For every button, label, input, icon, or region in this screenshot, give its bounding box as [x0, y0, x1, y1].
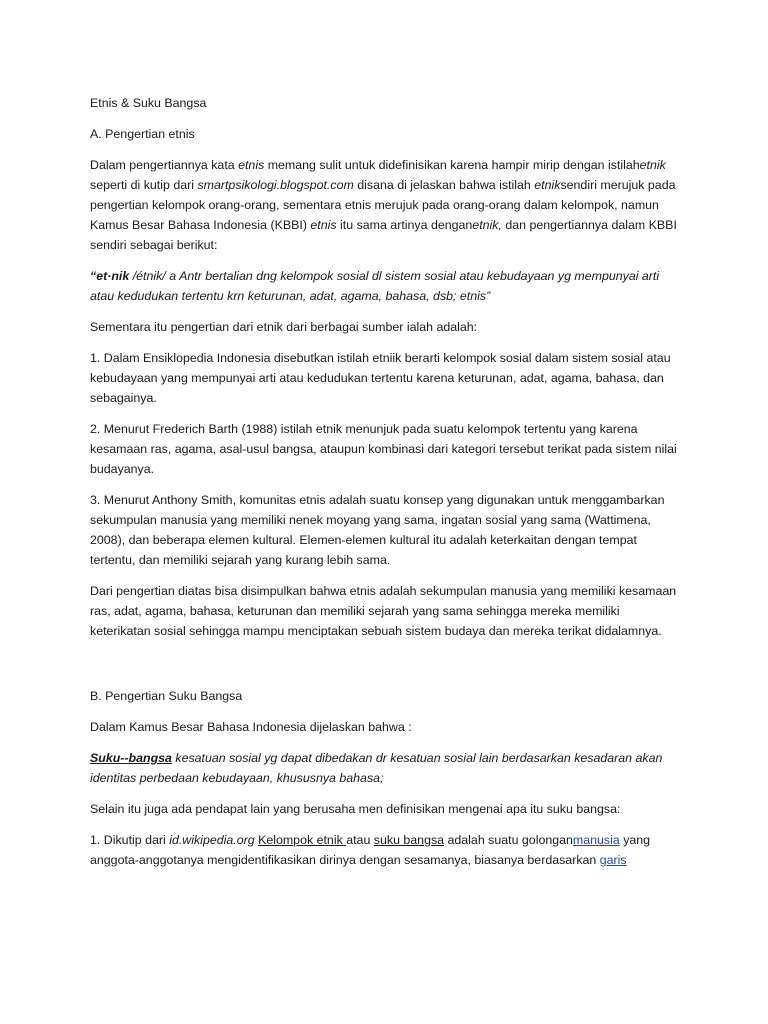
kbbi-suku-bangsa-quote	[90, 748, 680, 788]
italic-term: etnis	[238, 158, 265, 172]
text-run: Dalam pengertiannya kata	[90, 158, 239, 172]
quote-definition: kesatuan sosial yg dapat dibedakan dr kesatuan sosial lain berdasarkan kesadaran akan identitas perbedaan kebudayaan, khususnya bahasa;	[90, 751, 663, 785]
section-b-heading: B. Pengertian Suku Bangsa	[90, 689, 243, 703]
document-body	[90, 93, 680, 881]
paragraph-gap	[90, 652, 680, 686]
text-run: yang anggota-anggotanya mengidentifikasikan dirinya dengan sesamanya, biasanya berdasarkan	[90, 833, 651, 867]
quote-definition: /étnik/ a Antr bertalian dng kelompok sosial dl sistem sosial atau kebudayaan yg mempunyai arti atau kedudukan tertentu krn keturunan, adat, agama, bahasa, dsb; etnis”	[90, 269, 660, 303]
text-run: disana di jelaskan bahwa istilah	[353, 178, 535, 192]
section-a-intro	[90, 155, 680, 255]
section-a-conclusion: Dari pengertian diatas bisa disimpulkan bahwa etnis adalah sekumpulan manusia yang memiliki kesamaan ras, adat, agama, bahasa, keturunan dan memiliki sejarah yang sama sehingga mereka memiliki keterikatan sosial sehingga mampu menciptakan sebuah sistem budaya dan mereka terikat didalamnya.	[90, 584, 677, 638]
text-run: sendiri merujuk pada pengertian kelompok orang-orang, sementara etnis merujuk pada orang-orang dalam kelompok, namun Kamus Besar Bahasa Indonesia (KBBI)	[90, 178, 676, 232]
section-b-item-1	[90, 830, 680, 870]
quote-headword: Suku--bangsa	[90, 751, 172, 765]
section-a-heading: A. Pengertian etnis	[90, 127, 195, 141]
italic-term: etnis	[310, 218, 337, 232]
document-title: Etnis & Suku Bangsa	[90, 96, 207, 110]
italic-term: etnik	[639, 158, 666, 172]
italic-source: smartpsikologi.blogspot.com	[197, 178, 354, 192]
text-run: itu sama artinya dengan	[336, 218, 473, 232]
kbbi-etnik-quote	[90, 266, 680, 306]
text-run: atau	[346, 833, 374, 847]
quote-headword: “et·nik	[90, 269, 130, 283]
text-run: memang sulit untuk didefinisikan karena hampir mirip dengan istilah	[264, 158, 640, 172]
text-run: dan pengertiannya dalam KBBI sendiri sebagai berikut:	[90, 218, 677, 252]
section-a-lead: Sementara itu pengertian dari etnik dari berbagai sumber ialah adalah:	[90, 320, 478, 334]
text-run: 1. Dikutip dari	[90, 833, 170, 847]
text-run: adalah suatu golongan	[444, 833, 573, 847]
definition-item-1: 1. Dalam Ensiklopedia Indonesia disebutkan istilah etniik berarti kelompok sosial dalam sistem sosial atau kebudayaan yang mempunyai arti atau kedudukan tertentu karena keturunan, adat, agama, bahasa, dan sebagainya.	[90, 351, 671, 405]
text-run: seperti di kutip dari	[90, 178, 198, 192]
garis-link[interactable]: garis	[599, 853, 627, 867]
manusia-link[interactable]: manusia	[572, 833, 620, 847]
italic-term: etnik	[534, 178, 561, 192]
section-b-lead: Selain itu juga ada pendapat lain yang berusaha men definisikan mengenai apa itu suku bangsa:	[90, 802, 621, 816]
definition-item-3: 3. Menurut Anthony Smith, komunitas etnis adalah suatu konsep yang digunakan untuk menggambarkan sekumpulan manusia yang memiliki nenek moyang yang sama, ingatan sosial yang sama (Wattimena, 2008), dan beberapa elemen kultural. Elemen-elemen kultural itu adalah keterkaitan dengan tempat tertentu, dan memiliki sejarah yang kurang lebih sama.	[90, 493, 665, 567]
italic-source: id.wikipedia.org	[169, 833, 255, 847]
section-b-intro: Dalam Kamus Besar Bahasa Indonesia dijelaskan bahwa :	[90, 720, 412, 734]
underlined-term: Kelompok etnik	[258, 833, 347, 847]
underlined-term: suku bangsa	[373, 833, 445, 847]
definition-item-2: 2. Menurut Frederich Barth (1988) istilah etnik menunjuk pada suatu kelompok tertentu yang karena kesamaan ras, agama, asal-usul bangsa, ataupun kombinasi dari kategori tersebut terikat pada sistem nilai budayanya.	[90, 422, 677, 476]
italic-term: etnik,	[472, 218, 502, 232]
